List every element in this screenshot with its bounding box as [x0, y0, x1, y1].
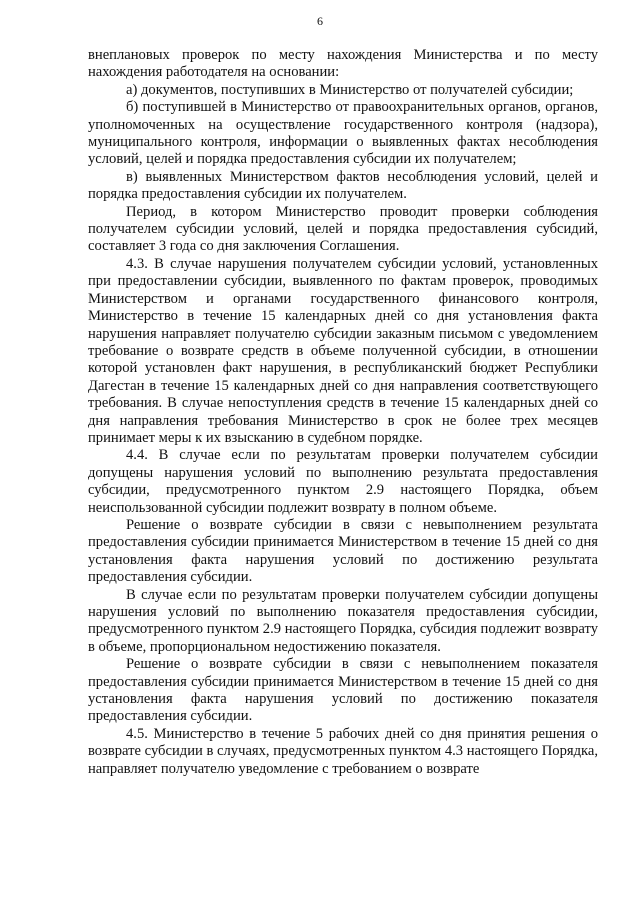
paragraph-intro: внеплановых проверок по месту нахождения Министерства и по месту нахождения работодателя на основании: — [88, 47, 598, 81]
paragraph-section-4-4: 4.4. В случае если по результатам проверки получателем субсидии допущены нарушения условий по выполнению результата предоставления субсидии, предусмотренного пунктом 2.9 настоящего Порядка, объем неиспользованной субсидии подлежит возврату в полном объеме. — [88, 447, 598, 516]
paragraph-indicator-violation: В случае если по результатам проверки получателем субсидии допущены нарушения условий по выполнению показателя предоставления субсидии, предусмотренного пунктом 2.9 настоящего Порядка, субсидия подлежит возврату в объеме, пропорциональном недостижению показателя. — [88, 586, 598, 655]
page-number: 6 — [317, 14, 323, 28]
paragraph-section-4-3: 4.3. В случае нарушения получателем субсидии условий, установленных при предоставлении субсидии, выявленного по фактам проверок, проводимых Министерством и органами государственного финансового контроля, Министерство в течение 15 календарных дней со дня установления факта нарушения направляет получателю субсидии заказным письмом с уведомлением требование о возврате средств в объеме полученной субсидии, в отношении которой установлен факт нарушения, в республиканский бюджет Республики Дагестан в течение 15 календарных дней со дня направления соответствующего требования. В случае непоступления средств в течение 15 календарных дней со дня направления требования Министерство в срок не более трех месяцев принимает меры к их взысканию в судебном порядке. — [88, 255, 598, 446]
paragraph-item-a: а) документов, поступивших в Министерство от получателей субсидии; — [126, 81, 574, 98]
document-body — [88, 47, 598, 778]
paragraph-item-b: б) поступившей в Министерство от правоохранительных органов, органов, уполномоченных на осуществление государственного контроля (надзора), муниципального контроля, информации о выявленных фактах несоблюдения условий, целей и порядка предоставления субсидии их получателем; — [88, 99, 598, 168]
paragraph-indicator-refund-decision: Решение о возврате субсидии в связи с невыполнением показателя предоставления субсидии принимается Министерством в течение 15 дней со дня установления факта нарушения условий по достижению показателя предоставления субсидии. — [88, 656, 598, 725]
paragraph-result-refund-decision: Решение о возврате субсидии в связи с невыполнением результата предоставления субсидии принимается Министерством в течение 15 дней со дня установления факта нарушения условий по достижению результата предоставления субсидии. — [88, 516, 598, 586]
paragraph-inspection-period: Период, в котором Министерство проводит проверки соблюдения получателем субсидии условий, целей и порядка предоставления субсидий, составляет 3 года со дня заключения Соглашения. — [88, 203, 598, 255]
paragraph-item-v: в) выявленных Министерством фактов несоблюдения условий, целей и порядка предоставления субсидии их получателем. — [88, 168, 598, 203]
paragraph-section-4-5: 4.5. Министерство в течение 5 рабочих дней со дня принятия решения о возврате субсидии в случаях, предусмотренных пунктом 4.3 настоящего Порядка, направляет получателю уведомление с требованием о возврате — [88, 725, 598, 777]
